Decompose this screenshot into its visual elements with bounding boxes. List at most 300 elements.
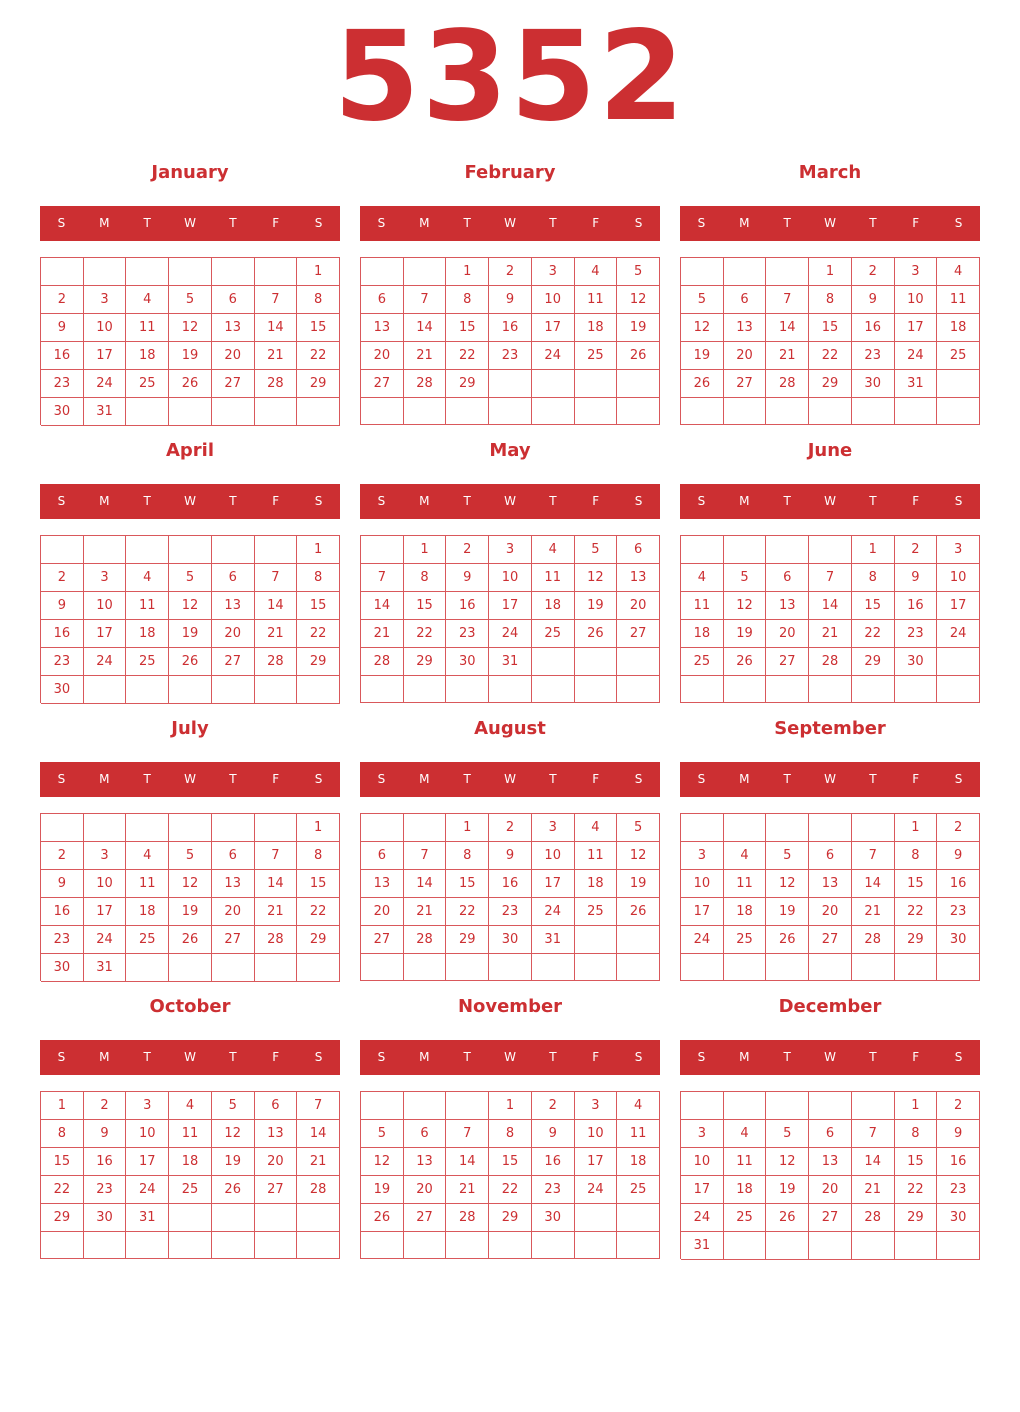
day-cell[interactable]: 16 xyxy=(84,1148,127,1176)
day-cell[interactable]: 16 xyxy=(937,870,980,898)
day-cell[interactable]: 30 xyxy=(895,648,938,676)
day-cell[interactable]: 20 xyxy=(809,898,852,926)
day-cell[interactable]: 5 xyxy=(766,842,809,870)
day-cell[interactable]: 1 xyxy=(489,1092,532,1120)
day-cell[interactable]: 28 xyxy=(809,648,852,676)
day-cell[interactable]: 18 xyxy=(126,898,169,926)
day-cell[interactable]: 19 xyxy=(766,1176,809,1204)
day-cell[interactable]: 24 xyxy=(575,1176,618,1204)
day-cell[interactable]: 2 xyxy=(895,536,938,564)
day-cell[interactable]: 3 xyxy=(126,1092,169,1120)
day-cell[interactable]: 4 xyxy=(575,258,618,286)
day-cell[interactable]: 26 xyxy=(575,620,618,648)
day-cell[interactable]: 15 xyxy=(895,870,938,898)
day-cell[interactable]: 4 xyxy=(126,286,169,314)
day-cell[interactable]: 14 xyxy=(852,870,895,898)
day-cell[interactable]: 5 xyxy=(617,814,660,842)
day-cell[interactable]: 14 xyxy=(446,1148,489,1176)
day-cell[interactable]: 22 xyxy=(297,342,340,370)
day-cell[interactable]: 29 xyxy=(446,926,489,954)
day-cell[interactable]: 7 xyxy=(809,564,852,592)
day-cell[interactable]: 25 xyxy=(126,648,169,676)
day-cell[interactable]: 4 xyxy=(532,536,575,564)
day-cell[interactable]: 14 xyxy=(404,314,447,342)
day-cell[interactable]: 17 xyxy=(575,1148,618,1176)
day-cell[interactable]: 20 xyxy=(361,342,404,370)
day-cell[interactable]: 20 xyxy=(255,1148,298,1176)
day-cell[interactable]: 7 xyxy=(255,564,298,592)
day-cell[interactable]: 21 xyxy=(446,1176,489,1204)
day-cell[interactable]: 27 xyxy=(361,370,404,398)
day-cell[interactable]: 15 xyxy=(446,870,489,898)
day-cell[interactable]: 25 xyxy=(681,648,724,676)
day-cell[interactable]: 1 xyxy=(895,1092,938,1120)
day-cell[interactable]: 21 xyxy=(852,898,895,926)
day-cell[interactable]: 9 xyxy=(84,1120,127,1148)
day-cell[interactable]: 21 xyxy=(852,1176,895,1204)
day-cell[interactable]: 29 xyxy=(41,1204,84,1232)
day-cell[interactable]: 8 xyxy=(41,1120,84,1148)
day-cell[interactable]: 28 xyxy=(852,926,895,954)
day-cell[interactable]: 30 xyxy=(84,1204,127,1232)
day-cell[interactable]: 18 xyxy=(681,620,724,648)
day-cell[interactable]: 9 xyxy=(41,592,84,620)
day-cell[interactable]: 9 xyxy=(446,564,489,592)
day-cell[interactable]: 12 xyxy=(766,870,809,898)
day-cell[interactable]: 3 xyxy=(681,842,724,870)
day-cell[interactable]: 28 xyxy=(766,370,809,398)
day-cell[interactable]: 8 xyxy=(895,1120,938,1148)
day-cell[interactable]: 20 xyxy=(809,1176,852,1204)
day-cell[interactable]: 25 xyxy=(937,342,980,370)
day-cell[interactable]: 20 xyxy=(212,342,255,370)
day-cell[interactable]: 31 xyxy=(126,1204,169,1232)
day-cell[interactable]: 11 xyxy=(126,314,169,342)
day-cell[interactable]: 4 xyxy=(575,814,618,842)
day-cell[interactable]: 5 xyxy=(681,286,724,314)
day-cell[interactable]: 5 xyxy=(575,536,618,564)
day-cell[interactable]: 27 xyxy=(724,370,767,398)
day-cell[interactable]: 10 xyxy=(126,1120,169,1148)
day-cell[interactable]: 12 xyxy=(681,314,724,342)
day-cell[interactable]: 18 xyxy=(169,1148,212,1176)
day-cell[interactable]: 7 xyxy=(446,1120,489,1148)
day-cell[interactable]: 3 xyxy=(489,536,532,564)
day-cell[interactable]: 15 xyxy=(489,1148,532,1176)
day-cell[interactable]: 26 xyxy=(617,898,660,926)
day-cell[interactable]: 6 xyxy=(212,842,255,870)
day-cell[interactable]: 16 xyxy=(852,314,895,342)
day-cell[interactable]: 29 xyxy=(895,926,938,954)
day-cell[interactable]: 13 xyxy=(724,314,767,342)
day-cell[interactable]: 25 xyxy=(724,1204,767,1232)
day-cell[interactable]: 5 xyxy=(169,842,212,870)
day-cell[interactable]: 16 xyxy=(41,342,84,370)
day-cell[interactable]: 15 xyxy=(404,592,447,620)
day-cell[interactable]: 17 xyxy=(126,1148,169,1176)
day-cell[interactable]: 22 xyxy=(404,620,447,648)
day-cell[interactable]: 23 xyxy=(84,1176,127,1204)
day-cell[interactable]: 24 xyxy=(937,620,980,648)
day-cell[interactable]: 1 xyxy=(297,814,340,842)
day-cell[interactable]: 30 xyxy=(852,370,895,398)
day-cell[interactable]: 21 xyxy=(361,620,404,648)
day-cell[interactable]: 1 xyxy=(446,814,489,842)
day-cell[interactable]: 23 xyxy=(532,1176,575,1204)
day-cell[interactable]: 12 xyxy=(617,286,660,314)
day-cell[interactable]: 11 xyxy=(724,1148,767,1176)
day-cell[interactable]: 23 xyxy=(895,620,938,648)
day-cell[interactable]: 13 xyxy=(212,592,255,620)
day-cell[interactable]: 22 xyxy=(297,898,340,926)
day-cell[interactable]: 29 xyxy=(297,926,340,954)
day-cell[interactable]: 26 xyxy=(169,648,212,676)
day-cell[interactable]: 30 xyxy=(532,1204,575,1232)
day-cell[interactable]: 22 xyxy=(809,342,852,370)
day-cell[interactable]: 8 xyxy=(809,286,852,314)
day-cell[interactable]: 13 xyxy=(212,870,255,898)
day-cell[interactable]: 8 xyxy=(895,842,938,870)
day-cell[interactable]: 24 xyxy=(84,648,127,676)
day-cell[interactable]: 12 xyxy=(169,592,212,620)
day-cell[interactable]: 16 xyxy=(446,592,489,620)
day-cell[interactable]: 14 xyxy=(297,1120,340,1148)
day-cell[interactable]: 7 xyxy=(255,286,298,314)
day-cell[interactable]: 18 xyxy=(532,592,575,620)
day-cell[interactable]: 24 xyxy=(84,370,127,398)
day-cell[interactable]: 17 xyxy=(681,898,724,926)
day-cell[interactable]: 26 xyxy=(361,1204,404,1232)
day-cell[interactable]: 10 xyxy=(489,564,532,592)
day-cell[interactable]: 11 xyxy=(126,870,169,898)
day-cell[interactable]: 14 xyxy=(809,592,852,620)
day-cell[interactable]: 14 xyxy=(852,1148,895,1176)
day-cell[interactable]: 6 xyxy=(361,286,404,314)
day-cell[interactable]: 21 xyxy=(255,620,298,648)
day-cell[interactable]: 3 xyxy=(532,814,575,842)
day-cell[interactable]: 16 xyxy=(895,592,938,620)
day-cell[interactable]: 21 xyxy=(404,342,447,370)
day-cell[interactable]: 1 xyxy=(809,258,852,286)
day-cell[interactable]: 20 xyxy=(212,620,255,648)
day-cell[interactable]: 9 xyxy=(895,564,938,592)
day-cell[interactable]: 27 xyxy=(212,926,255,954)
day-cell[interactable]: 19 xyxy=(169,342,212,370)
day-cell[interactable]: 18 xyxy=(724,898,767,926)
day-cell[interactable]: 21 xyxy=(809,620,852,648)
day-cell[interactable]: 17 xyxy=(895,314,938,342)
day-cell[interactable]: 19 xyxy=(169,620,212,648)
day-cell[interactable]: 20 xyxy=(404,1176,447,1204)
day-cell[interactable]: 2 xyxy=(41,842,84,870)
day-cell[interactable]: 26 xyxy=(169,370,212,398)
day-cell[interactable]: 7 xyxy=(852,842,895,870)
day-cell[interactable]: 9 xyxy=(41,870,84,898)
day-cell[interactable]: 12 xyxy=(766,1148,809,1176)
day-cell[interactable]: 10 xyxy=(937,564,980,592)
day-cell[interactable]: 28 xyxy=(361,648,404,676)
day-cell[interactable]: 6 xyxy=(766,564,809,592)
day-cell[interactable]: 7 xyxy=(852,1120,895,1148)
day-cell[interactable]: 24 xyxy=(681,1204,724,1232)
day-cell[interactable]: 19 xyxy=(361,1176,404,1204)
day-cell[interactable]: 31 xyxy=(895,370,938,398)
day-cell[interactable]: 27 xyxy=(404,1204,447,1232)
day-cell[interactable]: 8 xyxy=(446,286,489,314)
day-cell[interactable]: 4 xyxy=(617,1092,660,1120)
day-cell[interactable]: 19 xyxy=(766,898,809,926)
day-cell[interactable]: 1 xyxy=(895,814,938,842)
day-cell[interactable]: 9 xyxy=(852,286,895,314)
day-cell[interactable]: 13 xyxy=(404,1148,447,1176)
day-cell[interactable]: 19 xyxy=(212,1148,255,1176)
day-cell[interactable]: 30 xyxy=(937,1204,980,1232)
day-cell[interactable]: 10 xyxy=(84,870,127,898)
day-cell[interactable]: 28 xyxy=(255,370,298,398)
day-cell[interactable]: 23 xyxy=(41,370,84,398)
day-cell[interactable]: 15 xyxy=(852,592,895,620)
day-cell[interactable]: 8 xyxy=(852,564,895,592)
day-cell[interactable]: 2 xyxy=(937,1092,980,1120)
day-cell[interactable]: 4 xyxy=(126,564,169,592)
day-cell[interactable]: 31 xyxy=(84,398,127,426)
day-cell[interactable]: 31 xyxy=(532,926,575,954)
day-cell[interactable]: 29 xyxy=(809,370,852,398)
day-cell[interactable]: 11 xyxy=(575,286,618,314)
day-cell[interactable]: 25 xyxy=(532,620,575,648)
day-cell[interactable]: 9 xyxy=(489,286,532,314)
day-cell[interactable]: 8 xyxy=(404,564,447,592)
day-cell[interactable]: 3 xyxy=(681,1120,724,1148)
day-cell[interactable]: 3 xyxy=(895,258,938,286)
day-cell[interactable]: 16 xyxy=(489,314,532,342)
day-cell[interactable]: 31 xyxy=(489,648,532,676)
day-cell[interactable]: 13 xyxy=(255,1120,298,1148)
day-cell[interactable]: 17 xyxy=(937,592,980,620)
day-cell[interactable]: 2 xyxy=(852,258,895,286)
day-cell[interactable]: 15 xyxy=(809,314,852,342)
day-cell[interactable]: 10 xyxy=(532,842,575,870)
day-cell[interactable]: 5 xyxy=(212,1092,255,1120)
day-cell[interactable]: 26 xyxy=(766,1204,809,1232)
day-cell[interactable]: 2 xyxy=(489,258,532,286)
day-cell[interactable]: 9 xyxy=(41,314,84,342)
day-cell[interactable]: 26 xyxy=(617,342,660,370)
day-cell[interactable]: 5 xyxy=(724,564,767,592)
day-cell[interactable]: 11 xyxy=(532,564,575,592)
day-cell[interactable]: 4 xyxy=(724,842,767,870)
day-cell[interactable]: 11 xyxy=(169,1120,212,1148)
day-cell[interactable]: 24 xyxy=(895,342,938,370)
day-cell[interactable]: 27 xyxy=(361,926,404,954)
day-cell[interactable]: 21 xyxy=(297,1148,340,1176)
day-cell[interactable]: 6 xyxy=(212,286,255,314)
day-cell[interactable]: 18 xyxy=(126,342,169,370)
day-cell[interactable]: 9 xyxy=(937,1120,980,1148)
day-cell[interactable]: 24 xyxy=(489,620,532,648)
day-cell[interactable]: 9 xyxy=(532,1120,575,1148)
day-cell[interactable]: 16 xyxy=(489,870,532,898)
day-cell[interactable]: 3 xyxy=(84,564,127,592)
day-cell[interactable]: 26 xyxy=(724,648,767,676)
day-cell[interactable]: 26 xyxy=(169,926,212,954)
day-cell[interactable]: 17 xyxy=(532,870,575,898)
day-cell[interactable]: 20 xyxy=(724,342,767,370)
day-cell[interactable]: 14 xyxy=(255,592,298,620)
day-cell[interactable]: 27 xyxy=(617,620,660,648)
day-cell[interactable]: 15 xyxy=(297,870,340,898)
day-cell[interactable]: 8 xyxy=(297,842,340,870)
day-cell[interactable]: 16 xyxy=(532,1148,575,1176)
day-cell[interactable]: 10 xyxy=(681,1148,724,1176)
day-cell[interactable]: 27 xyxy=(212,370,255,398)
day-cell[interactable]: 5 xyxy=(766,1120,809,1148)
day-cell[interactable]: 1 xyxy=(297,536,340,564)
day-cell[interactable]: 24 xyxy=(84,926,127,954)
day-cell[interactable]: 30 xyxy=(41,676,84,704)
day-cell[interactable]: 18 xyxy=(575,314,618,342)
day-cell[interactable]: 31 xyxy=(681,1232,724,1260)
day-cell[interactable]: 19 xyxy=(617,314,660,342)
day-cell[interactable]: 25 xyxy=(617,1176,660,1204)
day-cell[interactable]: 24 xyxy=(532,342,575,370)
day-cell[interactable]: 28 xyxy=(297,1176,340,1204)
day-cell[interactable]: 6 xyxy=(724,286,767,314)
day-cell[interactable]: 25 xyxy=(724,926,767,954)
day-cell[interactable]: 13 xyxy=(617,564,660,592)
day-cell[interactable]: 3 xyxy=(575,1092,618,1120)
day-cell[interactable]: 12 xyxy=(617,842,660,870)
day-cell[interactable]: 10 xyxy=(84,314,127,342)
day-cell[interactable]: 12 xyxy=(212,1120,255,1148)
day-cell[interactable]: 11 xyxy=(126,592,169,620)
day-cell[interactable]: 21 xyxy=(766,342,809,370)
day-cell[interactable]: 7 xyxy=(404,842,447,870)
day-cell[interactable]: 2 xyxy=(41,564,84,592)
day-cell[interactable]: 11 xyxy=(681,592,724,620)
day-cell[interactable]: 12 xyxy=(361,1148,404,1176)
day-cell[interactable]: 13 xyxy=(361,314,404,342)
day-cell[interactable]: 25 xyxy=(126,370,169,398)
day-cell[interactable]: 29 xyxy=(297,370,340,398)
day-cell[interactable]: 10 xyxy=(681,870,724,898)
day-cell[interactable]: 8 xyxy=(297,564,340,592)
day-cell[interactable]: 1 xyxy=(404,536,447,564)
day-cell[interactable]: 28 xyxy=(852,1204,895,1232)
day-cell[interactable]: 12 xyxy=(575,564,618,592)
day-cell[interactable]: 6 xyxy=(361,842,404,870)
day-cell[interactable]: 1 xyxy=(852,536,895,564)
day-cell[interactable]: 27 xyxy=(809,1204,852,1232)
day-cell[interactable]: 17 xyxy=(489,592,532,620)
day-cell[interactable]: 22 xyxy=(895,898,938,926)
day-cell[interactable]: 10 xyxy=(84,592,127,620)
day-cell[interactable]: 6 xyxy=(617,536,660,564)
day-cell[interactable]: 21 xyxy=(255,898,298,926)
day-cell[interactable]: 25 xyxy=(126,926,169,954)
day-cell[interactable]: 23 xyxy=(937,1176,980,1204)
day-cell[interactable]: 1 xyxy=(446,258,489,286)
day-cell[interactable]: 29 xyxy=(297,648,340,676)
day-cell[interactable]: 8 xyxy=(297,286,340,314)
day-cell[interactable]: 20 xyxy=(212,898,255,926)
day-cell[interactable]: 10 xyxy=(575,1120,618,1148)
day-cell[interactable]: 3 xyxy=(84,842,127,870)
day-cell[interactable]: 17 xyxy=(84,898,127,926)
day-cell[interactable]: 21 xyxy=(255,342,298,370)
day-cell[interactable]: 17 xyxy=(84,620,127,648)
day-cell[interactable]: 11 xyxy=(937,286,980,314)
day-cell[interactable]: 17 xyxy=(84,342,127,370)
day-cell[interactable]: 15 xyxy=(895,1148,938,1176)
day-cell[interactable]: 29 xyxy=(446,370,489,398)
day-cell[interactable]: 6 xyxy=(255,1092,298,1120)
day-cell[interactable]: 15 xyxy=(41,1148,84,1176)
day-cell[interactable]: 6 xyxy=(809,1120,852,1148)
day-cell[interactable]: 19 xyxy=(681,342,724,370)
day-cell[interactable]: 23 xyxy=(852,342,895,370)
day-cell[interactable]: 22 xyxy=(852,620,895,648)
day-cell[interactable]: 16 xyxy=(937,1148,980,1176)
day-cell[interactable]: 6 xyxy=(809,842,852,870)
day-cell[interactable]: 30 xyxy=(41,954,84,982)
day-cell[interactable]: 11 xyxy=(724,870,767,898)
day-cell[interactable]: 11 xyxy=(617,1120,660,1148)
day-cell[interactable]: 4 xyxy=(937,258,980,286)
day-cell[interactable]: 28 xyxy=(404,926,447,954)
day-cell[interactable]: 4 xyxy=(681,564,724,592)
day-cell[interactable]: 30 xyxy=(489,926,532,954)
day-cell[interactable]: 4 xyxy=(724,1120,767,1148)
day-cell[interactable]: 7 xyxy=(404,286,447,314)
day-cell[interactable]: 14 xyxy=(766,314,809,342)
day-cell[interactable]: 2 xyxy=(84,1092,127,1120)
day-cell[interactable]: 18 xyxy=(724,1176,767,1204)
day-cell[interactable]: 3 xyxy=(937,536,980,564)
day-cell[interactable]: 28 xyxy=(446,1204,489,1232)
day-cell[interactable]: 3 xyxy=(532,258,575,286)
day-cell[interactable]: 16 xyxy=(41,620,84,648)
day-cell[interactable]: 17 xyxy=(681,1176,724,1204)
day-cell[interactable]: 22 xyxy=(489,1176,532,1204)
day-cell[interactable]: 22 xyxy=(41,1176,84,1204)
day-cell[interactable]: 7 xyxy=(766,286,809,314)
day-cell[interactable]: 5 xyxy=(169,286,212,314)
day-cell[interactable]: 25 xyxy=(575,342,618,370)
day-cell[interactable]: 12 xyxy=(724,592,767,620)
day-cell[interactable]: 11 xyxy=(575,842,618,870)
day-cell[interactable]: 19 xyxy=(724,620,767,648)
day-cell[interactable]: 18 xyxy=(937,314,980,342)
day-cell[interactable]: 28 xyxy=(255,648,298,676)
day-cell[interactable]: 31 xyxy=(84,954,127,982)
day-cell[interactable]: 3 xyxy=(84,286,127,314)
day-cell[interactable]: 2 xyxy=(41,286,84,314)
day-cell[interactable]: 20 xyxy=(361,898,404,926)
day-cell[interactable]: 9 xyxy=(937,842,980,870)
day-cell[interactable]: 4 xyxy=(126,842,169,870)
day-cell[interactable]: 19 xyxy=(169,898,212,926)
day-cell[interactable]: 16 xyxy=(41,898,84,926)
day-cell[interactable]: 5 xyxy=(617,258,660,286)
day-cell[interactable]: 13 xyxy=(809,1148,852,1176)
day-cell[interactable]: 5 xyxy=(169,564,212,592)
day-cell[interactable]: 2 xyxy=(937,814,980,842)
day-cell[interactable]: 13 xyxy=(809,870,852,898)
day-cell[interactable]: 1 xyxy=(41,1092,84,1120)
day-cell[interactable]: 27 xyxy=(255,1176,298,1204)
day-cell[interactable]: 1 xyxy=(297,258,340,286)
